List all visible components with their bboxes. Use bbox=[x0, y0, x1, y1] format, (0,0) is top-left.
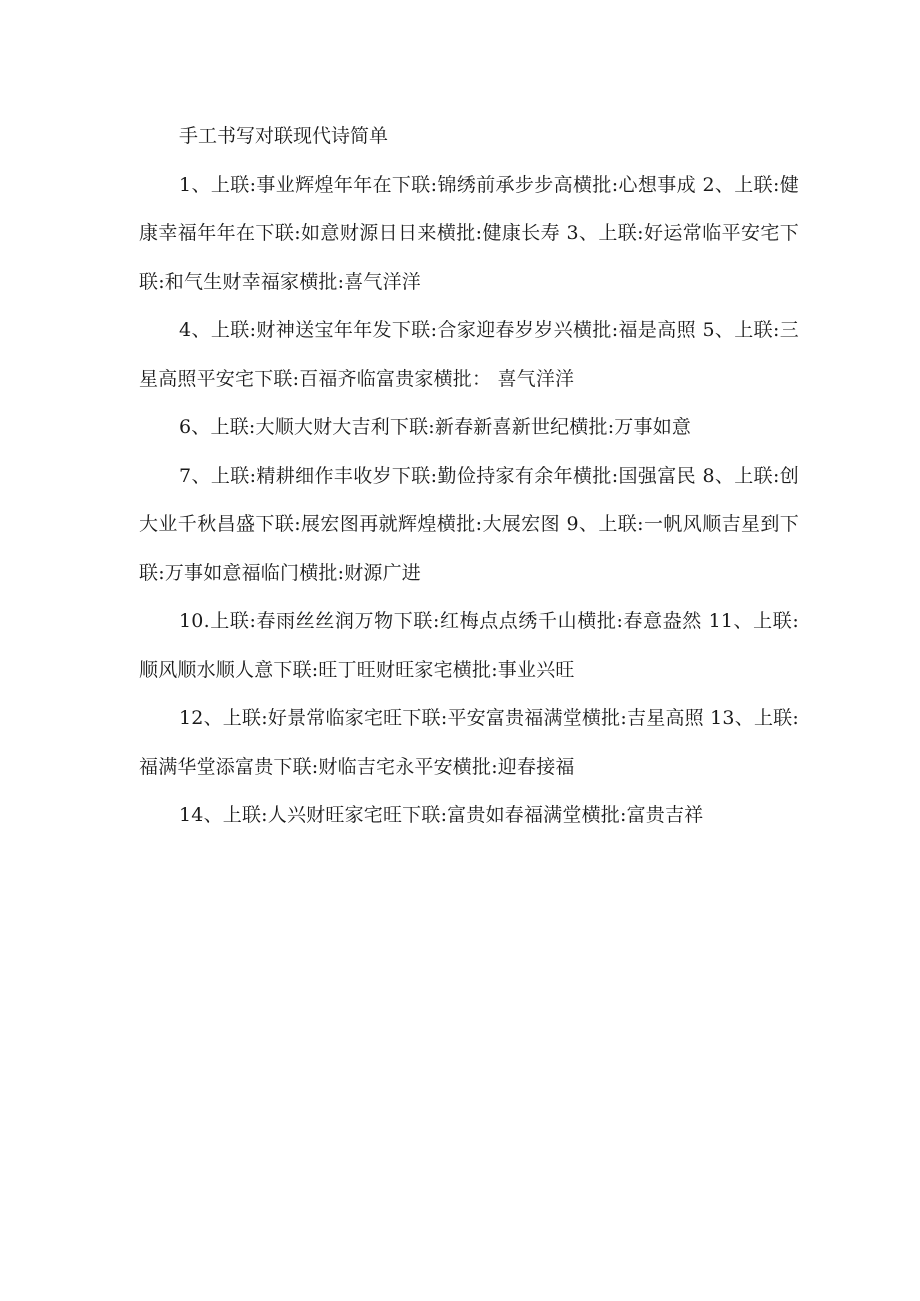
couplet-paragraph-1: 1、上联:事业辉煌年年在下联:锦绣前承步步高横批:心想事成 2、上联:健康幸福年年在下联:如意财源日日来横批:健康长寿 3、上联:好运常临平安宅下联:和气生财幸福家横批:喜气洋洋 bbox=[139, 173, 799, 293]
couplet-paragraph-5: 10.上联:春雨丝丝润万物下联:红梅点点绣千山横批:春意盎然 11、上联:顺风顺水顺人意下联:旺丁旺财旺家宅横批:事业兴旺 bbox=[139, 610, 799, 681]
couplet-paragraph-3: 6、上联:大顺大财大吉利下联:新春新喜新世纪横批:万事如意 bbox=[179, 416, 692, 438]
couplet-paragraph-6: 12、上联:好景常临家宅旺下联:平安富贵福满堂横批:吉星高照 13、上联:福满华堂添富贵下联:财临吉宅永平安横批:迎春接福 bbox=[139, 707, 799, 778]
couplet-paragraph-2: 4、上联:财神送宝年年发下联:合家迎春岁岁兴横批:福是高照 5、上联:三星高照平安宅下联:百福齐临富贵家横批： 喜气洋洋 bbox=[139, 319, 799, 390]
document-title: 手工书写对联现代诗简单 bbox=[179, 125, 389, 147]
couplet-paragraph-4: 7、上联:精耕细作丰收岁下联:勤俭持家有余年横批:国强富民 8、上联:创大业千秋昌盛下联:展宏图再就辉煌横批:大展宏图 9、上联:一帆风顺吉星到下联:万事如意福临门横批:财源广进 bbox=[139, 464, 799, 584]
couplet-paragraph-7: 14、上联:人兴财旺家宅旺下联:富贵如春福满堂横批:富贵吉祥 bbox=[179, 804, 704, 826]
document-body bbox=[139, 112, 799, 840]
